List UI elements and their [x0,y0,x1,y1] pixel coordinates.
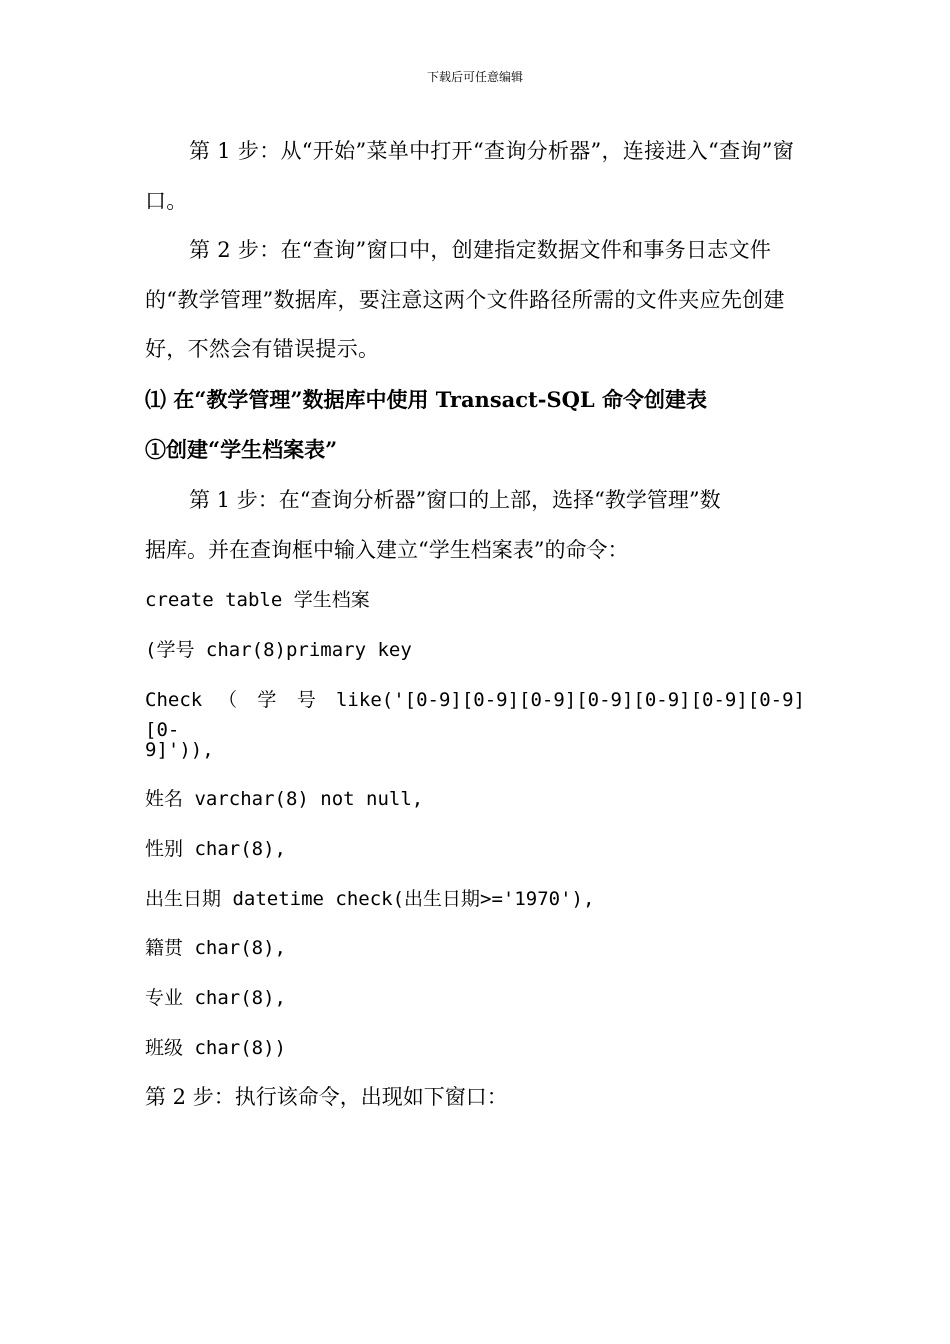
code-line-1: create table 学生档案 [145,589,370,611]
code-line-2: (学号 char(8)primary key [145,639,412,661]
subsection-heading-student-table: ①创建“学生档案表” [145,437,338,462]
step2-execute-line: 第 2 步：执行该命令，出现如下窗口： [145,1085,508,1109]
code-line-6: 性别 char(8), [145,838,286,860]
code-line-5: 姓名 varchar(8) not null, [145,788,424,810]
code-line-7: 出生日期 datetime check(出生日期>='1970'), [145,888,595,910]
code-line-9: 专业 char(8), [145,987,286,1009]
code-line-4: 9]')), [145,739,214,761]
paragraph-step2-create-database: 第 2 步：在“查询”窗口中，创建指定数据文件和事务日志文件的“教学管理”数据库，要注意这两个文件路径所需的文件夹应先创建好，不然会有错误提示。 [145,238,785,362]
section-heading-create-table: ⑴ 在“教学管理”数据库中使用 Transact-SQL 命令创建表 [145,387,707,412]
step1-line2: 据库。并在查询框中输入建立“学生档案表”的命令： [145,538,629,562]
code-line-3: Check （ 学 号 like('[0-9][0-9][0-9][0-9][0-9][0-9][0-9][0- [145,689,805,741]
paragraph-step1-open-analyzer: 第 1 步：从“开始”菜单中打开“查询分析器”，连接进入“查询”窗口。 [145,139,795,213]
code-line-8: 籍贯 char(8), [145,937,286,959]
code-line-10: 班级 char(8)) [145,1037,286,1059]
page-header: 下载后可任意编辑 [426,70,523,84]
step1-line1: 第 1 步：在“查询分析器”窗口的上部，选择“教学管理”数 [189,488,721,512]
